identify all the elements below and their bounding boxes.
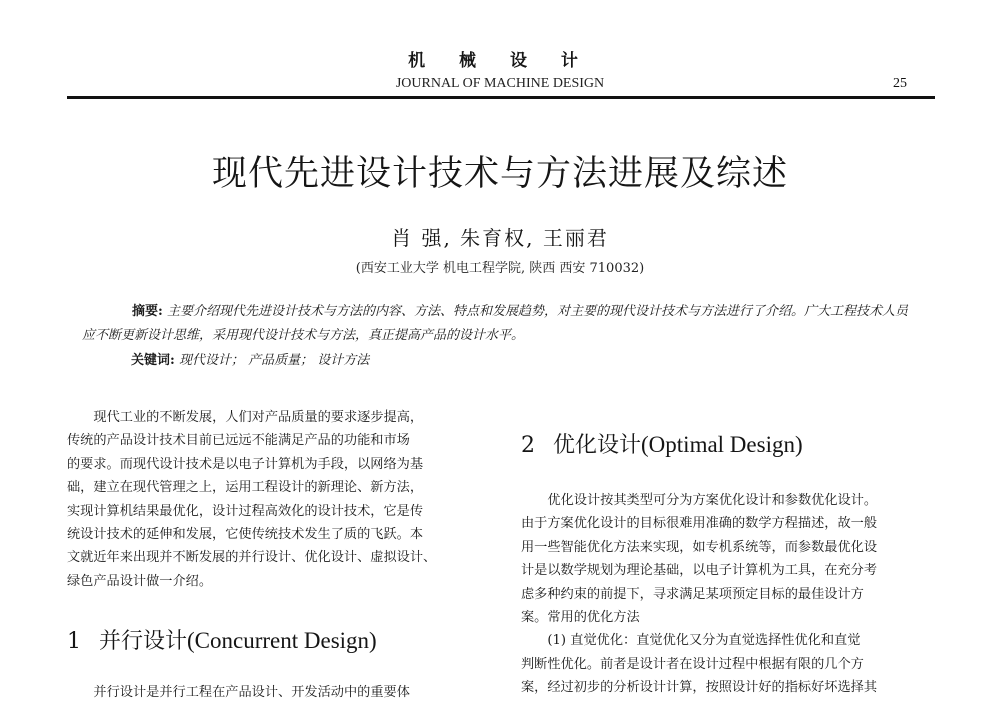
section-2-heading: [521, 428, 803, 459]
section-number: 2: [521, 433, 535, 458]
text-line: 由于方案优化设计的目标很难用准确的数学方程描述，故一般: [521, 516, 878, 532]
text-line: 虑多种约束的前提下，寻求满足某项预定目标的最佳设计方: [521, 586, 864, 602]
abstract-text: 主要介绍现代先进设计技术与方法的内容、方法、特点和发展趋势，对主要的现代设计技术与方法进行了介绍。广大工程技术人员应不断更新设计思维，采用现代设计技术与方法，真正提高产品的设计水平。: [82, 304, 908, 343]
text-line: 现代工业的不断发展，人们对产品质量的要求逐步提高，: [93, 410, 424, 425]
page-number: 25: [893, 76, 907, 91]
keywords-label: 关键词:: [131, 353, 175, 368]
abstract-label: 摘要:: [132, 304, 163, 319]
section-1-heading: [67, 624, 377, 655]
section-title-en: (Optimal Design): [641, 432, 803, 457]
text-line: 绿色产品设计做一介绍。: [67, 573, 213, 589]
text-line: 的要求。而现代设计技术是以电子计算机为手段，以网络为基: [67, 456, 424, 472]
section-title-cn: 并行设计: [99, 629, 188, 654]
text-line: 并行设计是并行工程在产品设计、开发活动中的重要体: [93, 685, 410, 700]
section-title-cn: 优化设计: [553, 433, 642, 458]
text-line: 统设计技术的延伸和发展，它使传统技术发生了质的飞跃。本: [67, 527, 424, 543]
keywords: [131, 349, 369, 373]
text-line: (1) 直觉优化：直觉优化又分为直觉选择性优化和直觉: [547, 633, 861, 649]
text-line: 优化设计按其类型可分为方案优化设计和参数优化设计。: [547, 493, 878, 508]
text-line: 础，建立在现代管理之上，运用工程设计的新理论、新方法，: [67, 480, 424, 496]
keywords-text: 现代设计； 产品质量； 设计方法: [178, 353, 370, 368]
article-affiliation: (西安工业大学 机电工程学院, 陕西 西安 710032): [355, 261, 645, 276]
text-line: 用一些智能优化方法来实现，如专机系统等，而参数最优化设: [521, 539, 878, 555]
text-line: 计是以数学规划为理论基础，以电子计算机为工具，在充分考: [521, 563, 878, 579]
article-title: 现代先进设计技术与方法进展及综述: [211, 154, 788, 194]
intro-paragraph: [67, 406, 484, 593]
section-number: 1: [67, 629, 81, 654]
text-line: 实现计算机结果最优化，设计过程高效化的设计技术，它是传: [67, 503, 424, 519]
text-line: 传统的产品设计技术目前已远远不能满足产品的功能和市场: [67, 433, 410, 449]
abstract: [82, 300, 917, 348]
article-authors: 肖 强, 朱育权, 王丽君: [391, 226, 609, 250]
text-line: 文就近年来出现并不断发展的并行设计、优化设计、虚拟设计、: [67, 550, 437, 566]
journal-title-en: JOURNAL OF MACHINE DESIGN: [395, 76, 605, 91]
journal-title-cn: 机 械 设 计: [408, 51, 592, 71]
section-title-en: (Concurrent Design): [187, 628, 377, 653]
section-2-body: [521, 489, 936, 700]
text-line: 案。常用的优化方法: [521, 610, 640, 626]
text-line: 判断性优化。前者是设计者在设计过程中根据有限的几个方: [521, 656, 864, 672]
header-rule: [67, 96, 935, 99]
text-line: 案，经过初步的分析设计计算，按照设计好的指标好坏选择其: [521, 680, 878, 696]
